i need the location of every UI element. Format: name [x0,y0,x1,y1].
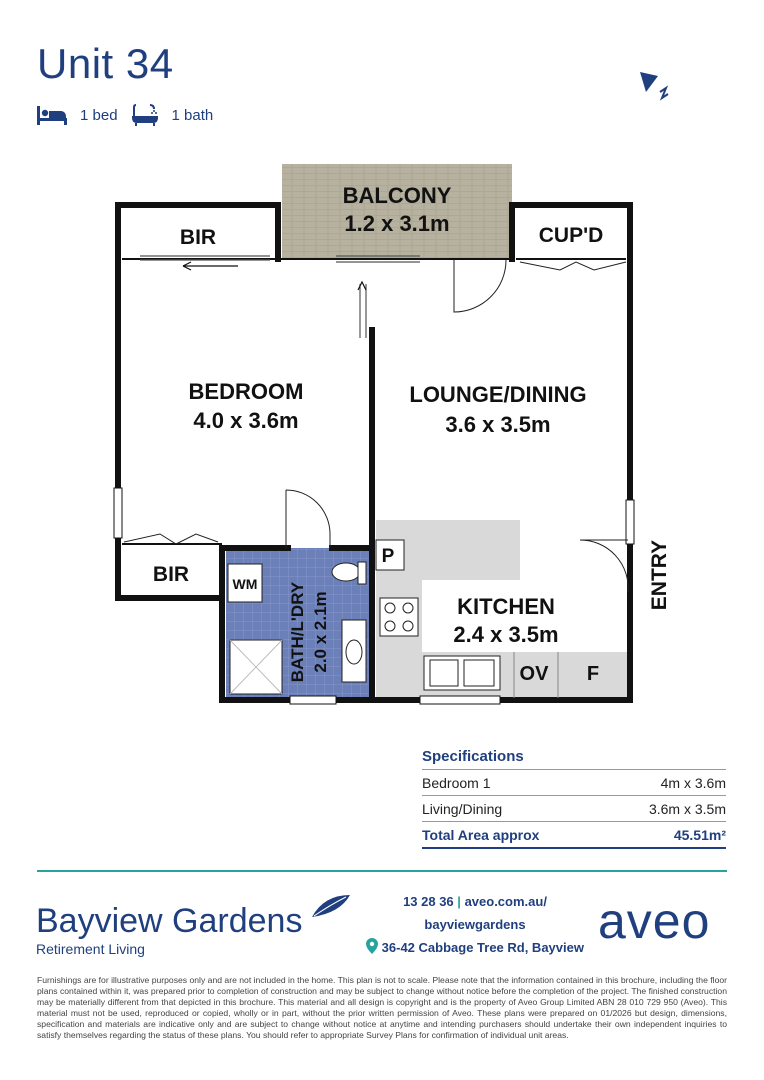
specifications-table [422,748,726,849]
north-compass-icon [636,66,676,102]
spec-row [422,796,726,822]
wm-label: WM [232,576,258,592]
kitchen-name: KITCHEN [457,594,555,619]
spec-total-row [422,822,726,849]
spec-label: Living/Dining [422,801,503,817]
bath-size: 2.0 x 2.1m [311,591,330,673]
floor-plan [0,140,764,720]
fridge-label: F [586,663,600,685]
address: 36-42 Cabbage Tree Rd, Bayview [381,940,584,955]
unit-features [36,100,225,130]
bath-icon [130,103,160,127]
cupboard-label: CUP'D [538,224,604,247]
baths-count: 1 bath [171,106,214,124]
specifications-title: Specifications [422,748,726,770]
brand-subtitle: Retirement Living [36,941,145,957]
spec-label: Bedroom 1 [422,775,491,791]
bath-name: BATH/L'DRY [288,581,307,683]
website-path[interactable]: bayviewgardens [424,917,526,932]
spec-row [422,770,726,796]
unit-title: Unit 34 [37,40,174,87]
balcony-name: BALCONY [342,183,452,208]
aveo-logo: aveo [598,893,711,949]
bed-icon [36,104,68,126]
toilet-bowl [332,563,360,581]
bir-bottom-label: BIR [152,563,190,586]
footer-divider [37,870,727,872]
entry-label: ENTRY [648,539,671,611]
lounge-name: LOUNGE/DINING [409,382,587,407]
disclaimer-text: Furnishings are for illustrative purposes only and are not included in the home. This plan is not to scale. Please note that the information contained in this brochure, including the floor plans contained within it, was prepared prior to completion of construction and may be subject to change without notice before the completion of the project. The finished construction may be materially different from that depicted in this brochure. This material and all design is copyright and is the property of Aveo Group Limited ABN 28 010 729 950 (Aveo). This material must not be used, reproduced or copied, wholly or in part, without the prior written permission of Aveo. These plans were prepared on 01/2026 but design, dimensions, specification and materials are indicative only and are subject to change without notice at anytime and intending purchasers should undertake their own independent inquiries to satisfy themselves regarding the status of these plans. You should refer to appropriate Survey Plans for confirmation of individual unit areas. [37,975,727,1040]
total-area-label: Total Area approx [422,827,540,843]
website-link[interactable]: aveo.com.au/ [464,894,547,909]
bedroom-name: BEDROOM [188,379,304,404]
contact-info [340,890,610,959]
spec-value: 3.6m x 3.5m [648,801,726,817]
contact-separator: | [457,894,461,909]
spec-value: 4m x 3.6m [660,775,726,791]
balcony-size: 1.2 x 3.1m [344,211,450,236]
bedroom-size: 4.0 x 3.6m [193,408,299,433]
bir-top-label: BIR [179,226,217,249]
beds-count: 1 bed [80,106,118,124]
lounge-size: 3.6 x 3.5m [445,412,551,437]
phone-number[interactable]: 13 28 36 [403,894,454,909]
kitchen-size: 2.4 x 3.5m [453,622,559,647]
cooktop [380,598,418,636]
bayview-gardens-logo [36,903,302,957]
oven-label: OV [519,663,549,685]
total-area-value: 45.51m² [673,827,726,843]
location-pin-icon [366,940,382,955]
pantry-label: P [381,546,395,567]
brand-name: Bayview Gardens [36,902,303,940]
